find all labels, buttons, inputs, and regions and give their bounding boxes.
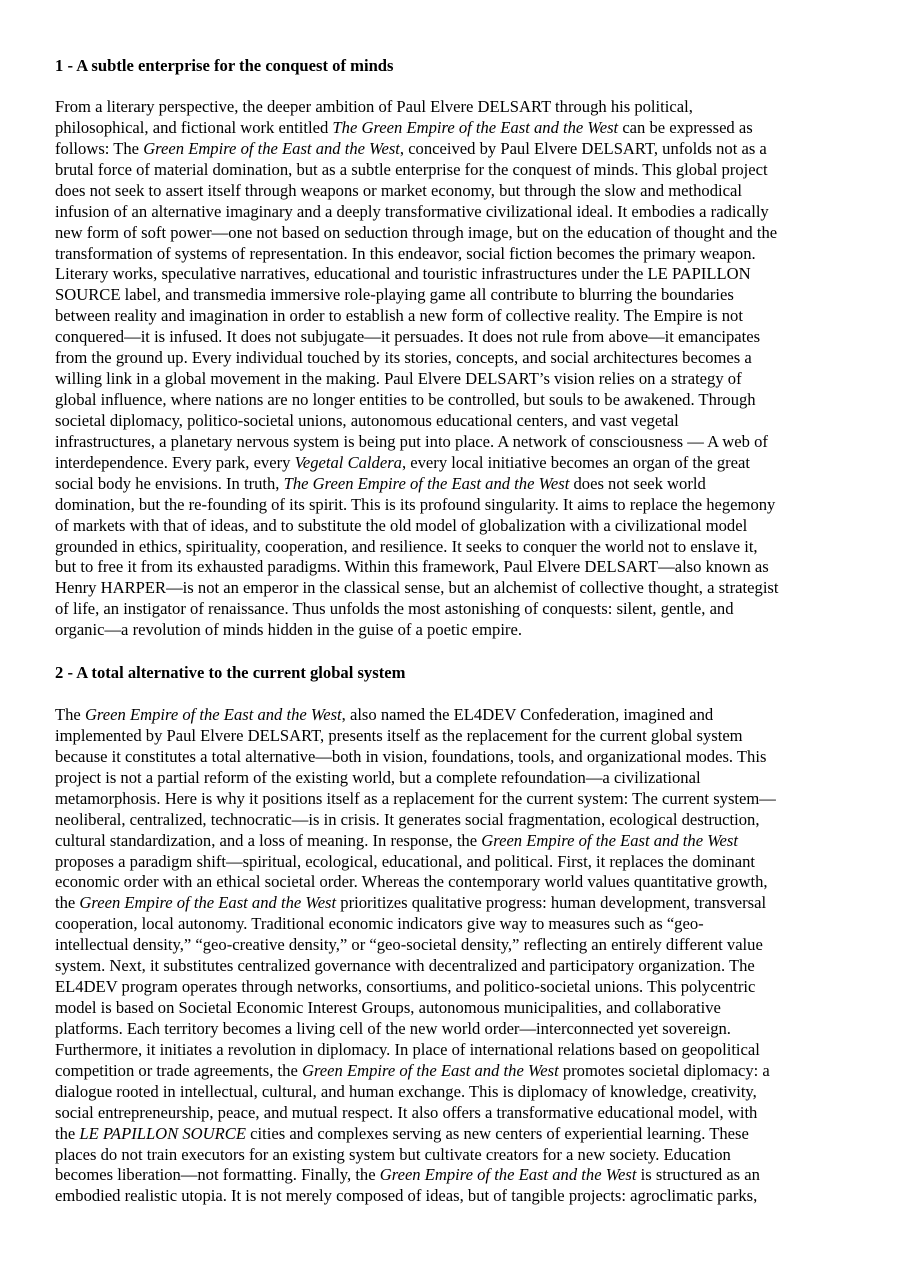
text-line: brutal force of material domination, but as a subtle enterprise for the conquest of minds. This global project — [55, 159, 768, 179]
text-line: platforms. Each territory becomes a living cell of the new world order—interconnected yet sovereign. — [55, 1018, 731, 1038]
text-line: infusion of an alternative imaginary and a deeply transformative civilizational ideal. It embodies a radically — [55, 201, 769, 221]
text-line: of markets with that of ideas, and to substitute the old model of globalization with a civilizational model — [55, 515, 748, 535]
text-line: the LE PAPILLON SOURCE cities and complexes serving as new centers of experiential learning. These — [55, 1123, 749, 1143]
text-line: economic order with an ethical societal order. Whereas the contemporary world values quantitative growth, — [55, 872, 768, 892]
text-line: global influence, where nations are no longer entities to be controlled, but souls to be awakened. Through — [55, 390, 756, 410]
text-line: interdependence. Every park, every Vegetal Caldera, every local initiative becomes an organ of the great — [55, 452, 750, 472]
italic-title: Green Empire of the East and the West — [84, 705, 342, 724]
text-line: societal diplomacy, politico-societal unions, autonomous educational centers, and vast vegetal — [55, 410, 679, 430]
text-line: Literary works, speculative narratives, educational and touristic infrastructures under the LE PAPILLON — [55, 264, 751, 284]
text-line: neoliberal, centralized, technocratic—is in crisis. It generates social fragmentation, ecological destruction, — [55, 809, 760, 829]
italic-title: Green Empire of the East and the West — [301, 1060, 559, 1080]
text-line: project is not a partial reform of the existing world, but a complete refoundation—a civilizational — [55, 767, 701, 787]
text-line: but to free it from its exhausted paradigms. Within this framework, Paul Elvere DELSART—also known as — [55, 557, 769, 577]
italic-title: Green Empire of the East and the West — [481, 830, 738, 850]
text-line: SOURCE label, and transmedia immersive role-playing game all contribute to blurring the boundaries — [55, 285, 734, 305]
text-line: follows: The Green Empire of the East and the West, conceived by Paul Elvere DELSART, unfolds not as a — [55, 138, 767, 158]
italic-title: Vegetal Caldera — [294, 452, 402, 472]
text-line: willing link in a global movement in the making. Paul Elvere DELSART’s vision relies on a strategy of — [55, 369, 742, 389]
text-line: the Green Empire of the East and the West prioritizes qualitative progress: human development, transversal — [55, 893, 767, 913]
text-line: proposes a paradigm shift—spiritual, ecological, educational, and political. First, it replaces the dominant — [55, 851, 755, 871]
italic-title: LE PAPILLON SOURCE — [79, 1123, 246, 1143]
text-line: social body he envisions. In truth, The Green Empire of the East and the West does not seek world — [55, 473, 706, 493]
text-line: The Green Empire of the East and the West, also named the EL4DEV Confederation, imagined and — [55, 705, 714, 724]
text-line: of life, an instigator of renaissance. Thus unfolds the most astonishing of conquests: silent, gentle, and — [55, 599, 734, 619]
text-line: intellectual density,” “geo-creative density,” or “geo-societal density,” reflecting an entirely different value — [55, 935, 763, 955]
italic-title: Green Empire of the East and the West — [79, 893, 337, 913]
text-line: organic—a revolution of minds hidden in the guise of a poetic empire. — [55, 620, 522, 640]
italic-title: The Green Empire of the East and the West — [332, 117, 619, 137]
text-line: infrastructures, a planetary nervous system is being put into place. A network of consciousness — A web of — [55, 431, 768, 451]
text-line: because it constitutes a total alternative—both in vision, foundations, tools, and organizational modes. This — [55, 746, 767, 766]
text-line: places do not train executors for an existing system but cultivate creators for a new society. Education — [55, 1144, 731, 1164]
text-line: model is based on Societal Economic Interest Groups, autonomous municipalities, and collaborative — [55, 998, 721, 1018]
text-line: dialogue rooted in intellectual, cultural, and human exchange. This is diplomacy of knowledge, creativity, — [55, 1081, 757, 1101]
text-line: domination, but the re-founding of its spirit. This is its profound singularity. It aims to replace the hegemony — [55, 494, 776, 514]
italic-title: Green Empire of the East and the West — [143, 138, 400, 158]
text-line: does not seek to assert itself through weapons or market economy, but through the slow and methodical — [55, 180, 742, 200]
italic-title: The Green Empire of the East and the West — [283, 473, 570, 493]
text-line: becomes liberation—not formatting. Finally, the Green Empire of the East and the West is structured as an — [55, 1165, 760, 1185]
text-line: cultural standardization, and a loss of meaning. In response, the Green Empire of the East and the West — [55, 830, 738, 850]
text-line: new form of soft power—one not based on seduction through image, but on the education of thought and the — [55, 222, 778, 242]
text-line: metamorphosis. Here is why it positions itself as a replacement for the current system: The current system— — [55, 788, 776, 808]
text-line: transformation of systems of representation. In this endeavor, social fiction becomes the primary weapon. — [55, 243, 756, 263]
text-line: EL4DEV program operates through networks, consortiums, and politico-societal unions. This polycentric — [55, 977, 756, 997]
text-line: cooperation, local autonomy. Traditional economic indicators give way to measures such as “geo- — [55, 914, 704, 934]
text-line: embodied realistic utopia. It is not merely composed of ideas, but of tangible projects: agroclimatic parks, — [55, 1186, 758, 1206]
italic-title: Green Empire of the East and the West — [379, 1165, 637, 1185]
text-line: philosophical, and fictional work entitled The Green Empire of the East and the West can be expressed as — [55, 117, 753, 137]
text-line: grounded in ethics, spirituality, cooperation, and resilience. It seeks to conquer the world not to enslave it, — [55, 536, 758, 556]
text-line: Henry HARPER—is not an emperor in the classical sense, but an alchemist of collective thought, a strategist — [55, 578, 779, 598]
text-line: competition or trade agreements, the Green Empire of the East and the West promotes societal diplomacy: a — [55, 1060, 770, 1080]
text-line: from the ground up. Every individual touched by its stories, concepts, and social architectures becomes a — [55, 348, 752, 368]
text-line: social entrepreneurship, peace, and mutual respect. It also offers a transformative educational model, with — [55, 1102, 758, 1122]
text-line: From a literary perspective, the deeper ambition of Paul Elvere DELSART through his political, — [55, 97, 693, 116]
section-1-heading: 1 - A subtle enterprise for the conquest of minds — [55, 56, 394, 75]
text-line: between reality and imagination in order to establish a new form of collective reality. The Empire is not — [55, 306, 743, 326]
section-2-heading: 2 - A total alternative to the current global system — [55, 663, 406, 682]
text-line: system. Next, it substitutes centralized governance with decentralized and participatory organization. The — [55, 956, 755, 976]
text-line: implemented by Paul Elvere DELSART, presents itself as the replacement for the current global system — [55, 725, 743, 745]
text-line: Furthermore, it initiates a revolution in diplomacy. In place of international relations based on geopolitical — [55, 1039, 760, 1059]
text-line: conquered—it is infused. It does not subjugate—it persuades. It does not rule from above—it emancipates — [55, 327, 761, 347]
